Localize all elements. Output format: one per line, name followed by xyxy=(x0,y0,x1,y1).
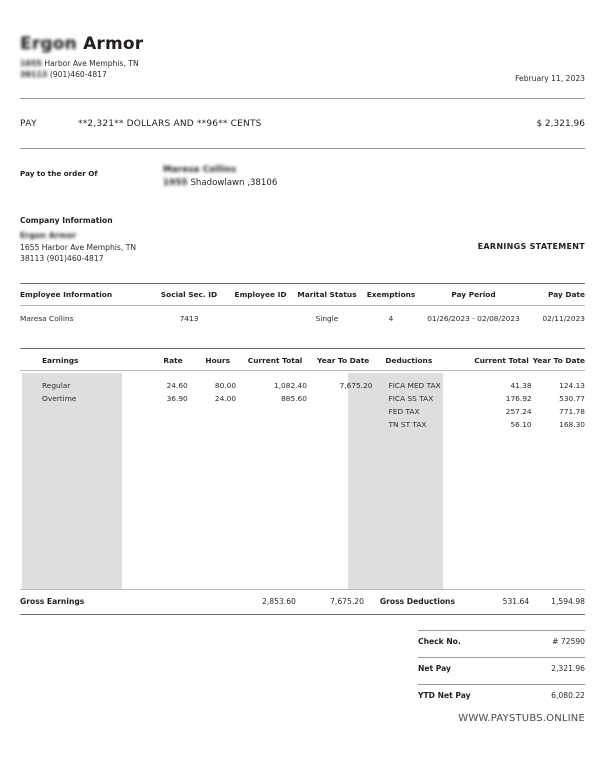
deductions-row-0-label: FICA MED TAX xyxy=(388,381,441,390)
earnings-row-1-ytd xyxy=(307,394,373,407)
earnings-header-label: Earnings xyxy=(42,356,79,365)
table-row xyxy=(20,381,585,394)
payee-street-number-redacted: 1955 xyxy=(163,178,188,188)
earnings-header-rule xyxy=(20,370,585,371)
earnings-row-0-rate: 24.60 xyxy=(166,381,188,390)
employee-header-marital: Marital Status xyxy=(297,290,357,299)
earnings-row-2-ytd xyxy=(307,407,373,420)
summary-rule-lower xyxy=(418,684,585,685)
earnings-deductions-body xyxy=(20,381,585,433)
company-title xyxy=(20,34,143,54)
earnings-row-2-current xyxy=(236,407,307,420)
earnings-row-0-ytd: 7,675.20 xyxy=(339,381,373,390)
net-pay-value: 2,321.96 xyxy=(551,664,585,673)
employee-header-empid: Employee ID xyxy=(234,290,287,299)
employee-value-ssn: 7413 xyxy=(179,314,199,323)
pay-divider xyxy=(20,148,585,149)
pay-amount-words: **2,321** DOLLARS AND **96** CENTS xyxy=(78,119,262,129)
table-row xyxy=(20,306,585,329)
company-information-name-redacted: Ergon Armor xyxy=(20,231,77,240)
employee-value-paydate: 02/11/2023 xyxy=(542,314,585,323)
company-street-number-redacted: 1655 xyxy=(20,59,42,68)
earnings-row-1-label: Overtime xyxy=(42,394,77,403)
table-row xyxy=(20,394,585,407)
company-information-address-line2: 38113 (901)460-4817 xyxy=(20,254,104,263)
company-information-heading: Company Information xyxy=(20,216,113,225)
deductions-header-label: Deductions xyxy=(385,356,433,365)
gross-deductions-ytd: 1,594.98 xyxy=(551,597,585,606)
net-pay-label: Net Pay xyxy=(418,664,451,673)
earnings-row-0-hours: 80.00 xyxy=(214,381,237,390)
site-watermark: WWW.PAYSTUBS.ONLINE xyxy=(458,713,585,724)
company-name: Armor xyxy=(83,34,144,54)
gross-earnings-ytd: 7,675.20 xyxy=(330,597,364,606)
payee-address-text: Shadowlawn ,38106 xyxy=(190,178,278,188)
deductions-row-3-ytd: 168.30 xyxy=(559,420,585,429)
summary-row-net-pay xyxy=(418,657,585,684)
earnings-row-3-label xyxy=(20,420,136,433)
earnings-row-1-hours: 24.00 xyxy=(214,394,237,403)
employee-header-info: Employee Information xyxy=(20,290,113,299)
gross-deductions-label: Gross Deductions xyxy=(379,597,455,606)
deductions-row-1-label: FICA SS TAX xyxy=(388,394,434,403)
pay-amount-numeric: $ 2,321.96 xyxy=(536,119,585,129)
employee-value-exempt: 4 xyxy=(388,314,394,323)
ytd-net-pay-label: YTD Net Pay xyxy=(418,691,471,700)
earnings-row-3-ytd xyxy=(307,420,373,433)
employee-value-name: Maresa Collins xyxy=(20,314,74,323)
company-address-line2: (901)460-4817 xyxy=(49,70,107,79)
deductions-row-3-current: 56.10 xyxy=(510,420,532,429)
deductions-row-1-current: 176.92 xyxy=(505,394,532,403)
gross-earnings-spacer-hours xyxy=(173,590,222,613)
pay-to-order-label: Pay to the order Of xyxy=(20,169,98,178)
earnings-row-1-current: 885.60 xyxy=(281,394,307,403)
summary-row-check-no xyxy=(418,630,585,657)
employee-table-header-row xyxy=(20,284,585,306)
employee-information-table xyxy=(20,284,585,306)
company-address-line1: Harbor Ave Memphis, TN xyxy=(44,59,139,68)
earnings-statement-title: EARNINGS STATEMENT xyxy=(477,242,585,251)
issue-date: February 11, 2023 xyxy=(515,74,585,83)
check-no-value: # 72590 xyxy=(552,637,585,646)
gross-earnings-label: Gross Earnings xyxy=(20,597,85,606)
check-no-label: Check No. xyxy=(418,637,461,646)
employee-header-period: Pay Period xyxy=(451,290,496,299)
deductions-row-2-label: FED TAX xyxy=(388,407,420,416)
earnings-row-0-current: 1,082.40 xyxy=(274,381,307,390)
earnings-row-2-label xyxy=(20,407,136,420)
earnings-header-current: Current Total xyxy=(247,356,303,365)
payment-summary xyxy=(418,630,585,711)
earnings-header-ytd: Year To Date xyxy=(317,356,370,365)
payee-address xyxy=(163,178,277,188)
employee-header-exempt: Exemptions xyxy=(366,290,416,299)
gross-earnings-current: 2,853.60 xyxy=(262,597,296,606)
earnings-table-header-row xyxy=(20,349,585,372)
earnings-deductions-header xyxy=(20,349,585,372)
deductions-row-2-current: 257.24 xyxy=(505,407,532,416)
earnings-row-2-hours xyxy=(188,407,236,420)
payee-name-redacted: Maresa Collins xyxy=(163,165,237,175)
earnings-row-3-current xyxy=(236,420,307,433)
totals-bottom-rule xyxy=(20,614,585,615)
summary-rule-top xyxy=(418,630,585,631)
earnings-row-3-hours xyxy=(188,420,236,433)
earnings-header-rate: Rate xyxy=(163,356,183,365)
pay-label: PAY xyxy=(20,119,38,129)
gross-totals-row xyxy=(20,590,585,613)
earnings-row-2-rate xyxy=(136,407,188,420)
gross-earnings-spacer-rate xyxy=(120,590,173,613)
company-name-redacted: Ergon xyxy=(20,34,77,54)
employee-header-ssn: Social Sec. ID xyxy=(160,290,218,299)
earnings-row-1-rate: 36.90 xyxy=(166,394,188,403)
company-zip-redacted: 38113 xyxy=(20,70,48,79)
deductions-header-ytd: Year To Date xyxy=(532,356,585,365)
ytd-net-pay-value: 6,080.22 xyxy=(551,691,585,700)
table-row xyxy=(20,407,585,420)
deductions-row-0-current: 41.38 xyxy=(510,381,532,390)
employee-header-paydate: Pay Date xyxy=(547,290,585,299)
deductions-row-1-ytd: 530.77 xyxy=(559,394,585,403)
gross-deductions-current: 531.64 xyxy=(502,597,530,606)
deductions-row-2-ytd: 771.78 xyxy=(559,407,585,416)
summary-rule-mid xyxy=(418,657,585,658)
employee-information-values xyxy=(20,306,585,329)
deductions-header-current: Current Total xyxy=(474,356,529,365)
employee-value-marital: Single xyxy=(315,314,339,323)
deductions-row-0-ytd: 124.13 xyxy=(559,381,585,390)
deductions-row-3-label: TN ST TAX xyxy=(388,420,427,429)
employee-value-empid xyxy=(228,306,293,329)
header-divider xyxy=(20,98,585,99)
table-row xyxy=(20,420,585,433)
table-row xyxy=(20,590,585,613)
earnings-row-3-rate xyxy=(136,420,188,433)
earnings-header-hours: Hours xyxy=(205,356,230,365)
employee-value-period: 01/26/2023 - 02/08/2023 xyxy=(427,314,520,323)
summary-row-ytd-net-pay xyxy=(418,684,585,711)
earnings-row-0-label: Regular xyxy=(42,381,71,390)
company-information-address-line1: 1655 Harbor Ave Memphis, TN xyxy=(20,243,137,252)
